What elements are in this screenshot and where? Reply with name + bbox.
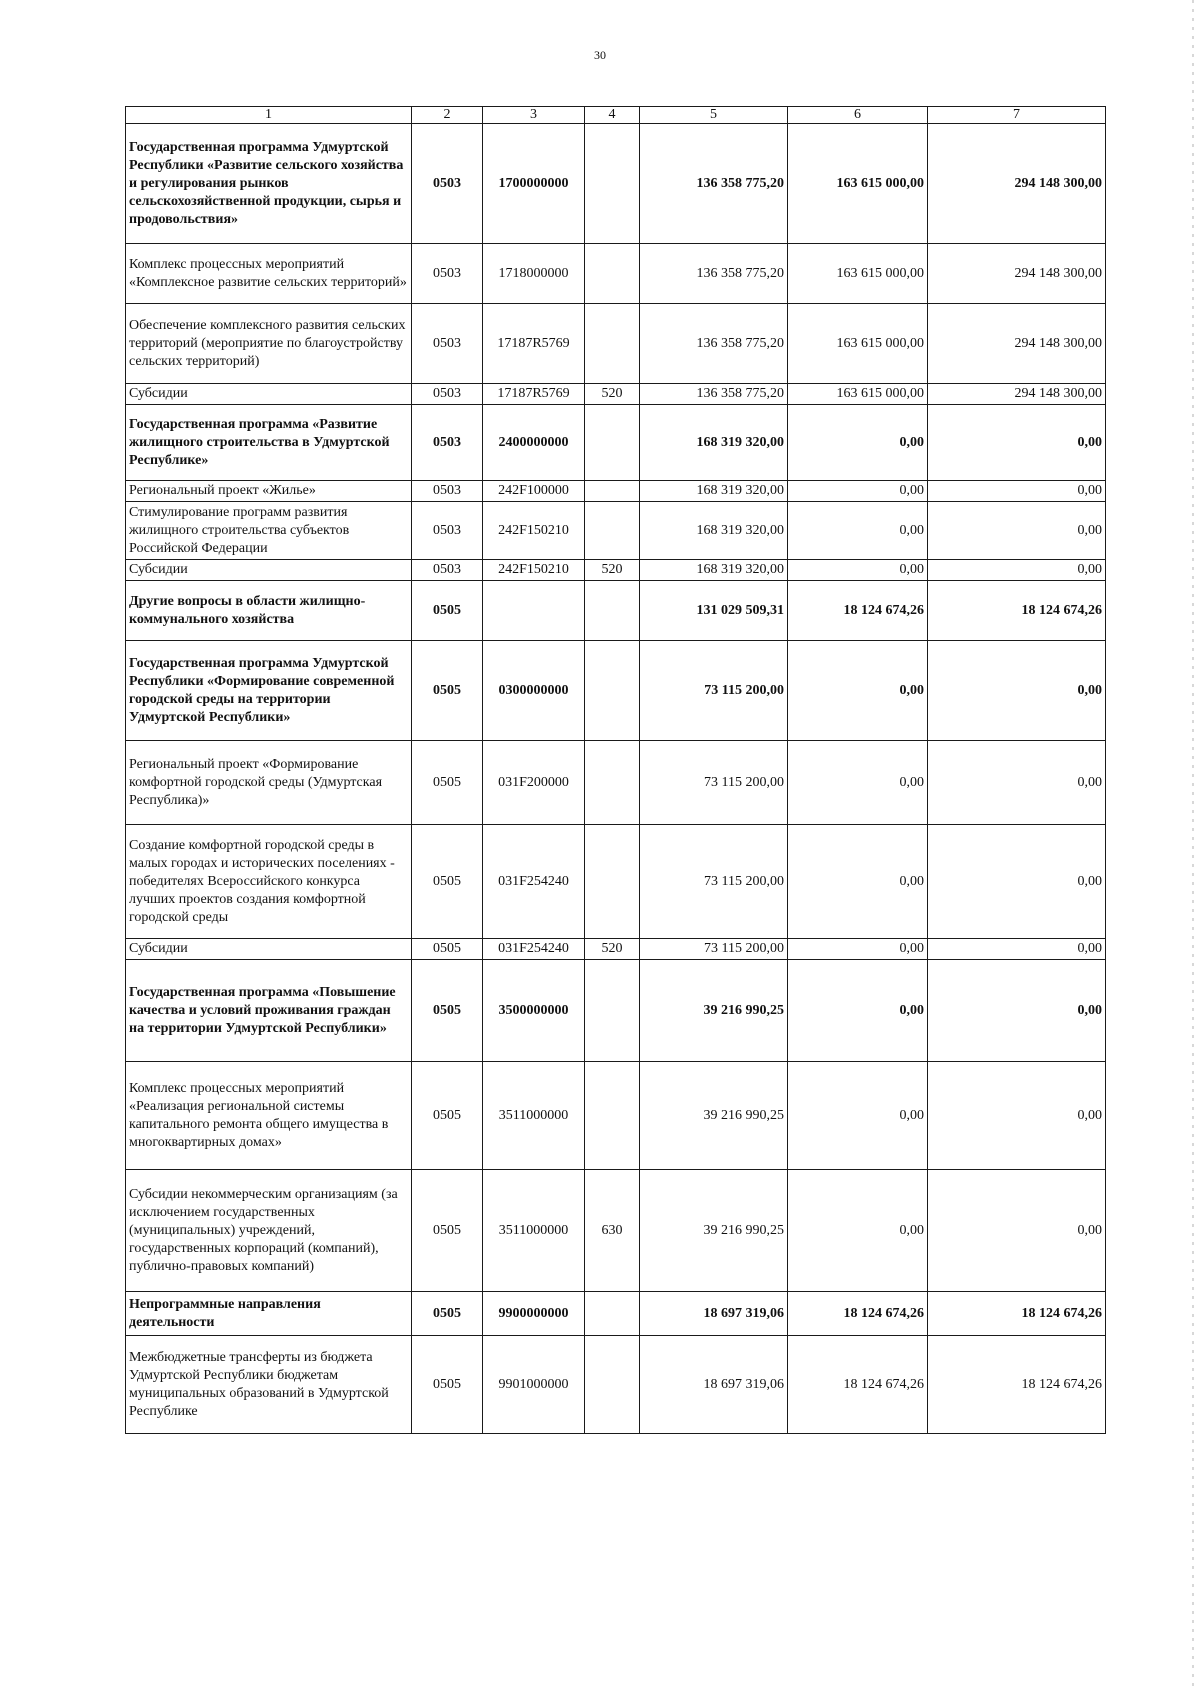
row-target: 1718000000 xyxy=(483,244,585,304)
table-row xyxy=(126,641,1106,741)
row-amount-3: 294 148 300,00 xyxy=(928,384,1106,405)
row-amount-2: 0,00 xyxy=(788,1062,928,1170)
table-row xyxy=(126,741,1106,825)
row-amount-1: 39 216 990,25 xyxy=(640,960,788,1062)
header-cell: 5 xyxy=(640,107,788,124)
table-row xyxy=(126,1292,1106,1336)
row-section: 0503 xyxy=(412,502,483,560)
header-cell: 7 xyxy=(928,107,1106,124)
row-amount-1: 73 115 200,00 xyxy=(640,825,788,939)
row-section: 0505 xyxy=(412,1170,483,1292)
row-amount-2: 0,00 xyxy=(788,939,928,960)
row-target: 2400000000 xyxy=(483,405,585,481)
row-amount-3: 0,00 xyxy=(928,741,1106,825)
row-amount-1: 39 216 990,25 xyxy=(640,1170,788,1292)
budget-table xyxy=(125,106,1106,1434)
row-amount-3: 18 124 674,26 xyxy=(928,1292,1106,1336)
row-type: 630 xyxy=(585,1170,640,1292)
row-type xyxy=(585,244,640,304)
row-name: Непрограммные направления деятельности xyxy=(126,1292,412,1336)
row-target: 0300000000 xyxy=(483,641,585,741)
table-row xyxy=(126,1170,1106,1292)
row-section: 0505 xyxy=(412,741,483,825)
row-type xyxy=(585,741,640,825)
row-amount-1: 136 358 775,20 xyxy=(640,124,788,244)
row-amount-2: 163 615 000,00 xyxy=(788,244,928,304)
row-target: 9900000000 xyxy=(483,1292,585,1336)
row-amount-3: 0,00 xyxy=(928,641,1106,741)
table-row xyxy=(126,1336,1106,1434)
row-amount-1: 168 319 320,00 xyxy=(640,405,788,481)
table-header-row xyxy=(126,107,1106,124)
row-amount-1: 168 319 320,00 xyxy=(640,481,788,502)
row-name: Стимулирование программ развития жилищного строительства субъектов Российской Федерации xyxy=(126,502,412,560)
row-name: Обеспечение комплексного развития сельских территорий (мероприятие по благоустройству сельских территорий) xyxy=(126,304,412,384)
row-section: 0505 xyxy=(412,960,483,1062)
row-amount-1: 73 115 200,00 xyxy=(640,641,788,741)
row-amount-2: 0,00 xyxy=(788,825,928,939)
row-amount-3: 0,00 xyxy=(928,960,1106,1062)
row-amount-3: 0,00 xyxy=(928,1062,1106,1170)
row-amount-3: 294 148 300,00 xyxy=(928,124,1106,244)
header-cell: 4 xyxy=(585,107,640,124)
table-row xyxy=(126,825,1106,939)
row-amount-1: 136 358 775,20 xyxy=(640,244,788,304)
row-type xyxy=(585,405,640,481)
row-name: Межбюджетные трансферты из бюджета Удмуртской Республики бюджетам муниципальных образований в Удмуртской Республике xyxy=(126,1336,412,1434)
table-row xyxy=(126,405,1106,481)
row-amount-1: 136 358 775,20 xyxy=(640,384,788,405)
header-cell: 6 xyxy=(788,107,928,124)
row-amount-3: 18 124 674,26 xyxy=(928,1336,1106,1434)
table-row xyxy=(126,244,1106,304)
row-amount-3: 0,00 xyxy=(928,560,1106,581)
row-amount-2: 0,00 xyxy=(788,641,928,741)
row-target: 031F254240 xyxy=(483,825,585,939)
row-type xyxy=(585,502,640,560)
row-target: 242F150210 xyxy=(483,560,585,581)
row-name: Другие вопросы в области жилищно-коммунального хозяйства xyxy=(126,581,412,641)
row-amount-3: 0,00 xyxy=(928,939,1106,960)
row-type xyxy=(585,304,640,384)
row-section: 0505 xyxy=(412,1062,483,1170)
row-amount-2: 0,00 xyxy=(788,502,928,560)
row-amount-3: 0,00 xyxy=(928,502,1106,560)
row-amount-2: 0,00 xyxy=(788,1170,928,1292)
row-amount-3: 0,00 xyxy=(928,405,1106,481)
table-row xyxy=(126,304,1106,384)
row-amount-2: 18 124 674,26 xyxy=(788,1336,928,1434)
row-amount-1: 136 358 775,20 xyxy=(640,304,788,384)
row-target: 1700000000 xyxy=(483,124,585,244)
row-name: Региональный проект «Формирование комфортной городской среды (Удмуртская Республика)» xyxy=(126,741,412,825)
row-type xyxy=(585,1292,640,1336)
row-amount-2: 0,00 xyxy=(788,405,928,481)
row-type xyxy=(585,481,640,502)
row-type xyxy=(585,1336,640,1434)
row-section: 0503 xyxy=(412,481,483,502)
table-row xyxy=(126,560,1106,581)
row-amount-1: 18 697 319,06 xyxy=(640,1292,788,1336)
row-name: Региональный проект «Жилье» xyxy=(126,481,412,502)
row-section: 0503 xyxy=(412,384,483,405)
row-amount-3: 294 148 300,00 xyxy=(928,244,1106,304)
row-target: 3500000000 xyxy=(483,960,585,1062)
row-type: 520 xyxy=(585,560,640,581)
row-amount-3: 0,00 xyxy=(928,481,1106,502)
table-row xyxy=(126,939,1106,960)
row-section: 0505 xyxy=(412,939,483,960)
row-name: Государственная программа Удмуртской Республики «Формирование современной городской среды на территории Удмуртской Республики» xyxy=(126,641,412,741)
row-name: Субсидии xyxy=(126,560,412,581)
row-name: Государственная программа «Развитие жилищного строительства в Удмуртской Республике» xyxy=(126,405,412,481)
table-row xyxy=(126,581,1106,641)
row-amount-2: 0,00 xyxy=(788,481,928,502)
row-type xyxy=(585,124,640,244)
row-name: Государственная программа Удмуртской Республики «Развитие сельского хозяйства и регулирования рынков сельскохозяйственной продукции, сырья и продовольствия» xyxy=(126,124,412,244)
row-amount-3: 0,00 xyxy=(928,825,1106,939)
row-type xyxy=(585,581,640,641)
header-cell: 3 xyxy=(483,107,585,124)
row-amount-2: 0,00 xyxy=(788,741,928,825)
row-target: 3511000000 xyxy=(483,1170,585,1292)
row-section: 0505 xyxy=(412,1336,483,1434)
row-target: 17187R5769 xyxy=(483,304,585,384)
row-name: Государственная программа «Повышение качества и условий проживания граждан на территории Удмуртской Республики» xyxy=(126,960,412,1062)
row-amount-2: 163 615 000,00 xyxy=(788,384,928,405)
row-target: 242F150210 xyxy=(483,502,585,560)
row-amount-1: 131 029 509,31 xyxy=(640,581,788,641)
row-name: Комплекс процессных мероприятий «Комплексное развитие сельских территорий» xyxy=(126,244,412,304)
row-type xyxy=(585,1062,640,1170)
row-amount-1: 73 115 200,00 xyxy=(640,939,788,960)
row-target: 242F100000 xyxy=(483,481,585,502)
row-section: 0505 xyxy=(412,1292,483,1336)
row-amount-3: 294 148 300,00 xyxy=(928,304,1106,384)
row-amount-3: 0,00 xyxy=(928,1170,1106,1292)
row-name: Субсидии некоммерческим организациям (за исключением государственных (муниципальных) учреждений, государственных корпораций (компаний), публично-правовых компаний) xyxy=(126,1170,412,1292)
table-row xyxy=(126,1062,1106,1170)
row-section: 0503 xyxy=(412,124,483,244)
table-row xyxy=(126,384,1106,405)
row-section: 0503 xyxy=(412,560,483,581)
row-amount-1: 168 319 320,00 xyxy=(640,560,788,581)
row-section: 0505 xyxy=(412,825,483,939)
row-amount-3: 18 124 674,26 xyxy=(928,581,1106,641)
row-type xyxy=(585,960,640,1062)
row-target: 17187R5769 xyxy=(483,384,585,405)
header-cell: 2 xyxy=(412,107,483,124)
row-name: Комплекс процессных мероприятий «Реализация региональной системы капитального ремонта общего имущества в многоквартирных домах» xyxy=(126,1062,412,1170)
row-type xyxy=(585,825,640,939)
row-section: 0505 xyxy=(412,581,483,641)
row-section: 0503 xyxy=(412,405,483,481)
row-target xyxy=(483,581,585,641)
table-row xyxy=(126,481,1106,502)
row-section: 0503 xyxy=(412,304,483,384)
row-amount-2: 18 124 674,26 xyxy=(788,1292,928,1336)
row-type: 520 xyxy=(585,384,640,405)
header-cell: 1 xyxy=(126,107,412,124)
row-name: Создание комфортной городской среды в малых городах и исторических поселениях - победителях Всероссийского конкурса лучших проектов создания комфортной городской среды xyxy=(126,825,412,939)
row-target: 031F254240 xyxy=(483,939,585,960)
row-target: 031F200000 xyxy=(483,741,585,825)
row-amount-2: 0,00 xyxy=(788,560,928,581)
scan-edge-artifact xyxy=(1192,0,1194,1686)
row-section: 0505 xyxy=(412,641,483,741)
row-amount-1: 168 319 320,00 xyxy=(640,502,788,560)
row-amount-1: 18 697 319,06 xyxy=(640,1336,788,1434)
row-type: 520 xyxy=(585,939,640,960)
row-target: 3511000000 xyxy=(483,1062,585,1170)
row-target: 9901000000 xyxy=(483,1336,585,1434)
page-number: 30 xyxy=(594,48,606,62)
row-amount-2: 18 124 674,26 xyxy=(788,581,928,641)
row-name: Субсидии xyxy=(126,384,412,405)
row-type xyxy=(585,641,640,741)
table-row xyxy=(126,124,1106,244)
row-amount-2: 0,00 xyxy=(788,960,928,1062)
table-row xyxy=(126,502,1106,560)
row-amount-1: 39 216 990,25 xyxy=(640,1062,788,1170)
row-amount-2: 163 615 000,00 xyxy=(788,304,928,384)
row-name: Субсидии xyxy=(126,939,412,960)
row-amount-2: 163 615 000,00 xyxy=(788,124,928,244)
row-amount-1: 73 115 200,00 xyxy=(640,741,788,825)
table-row xyxy=(126,960,1106,1062)
row-section: 0503 xyxy=(412,244,483,304)
